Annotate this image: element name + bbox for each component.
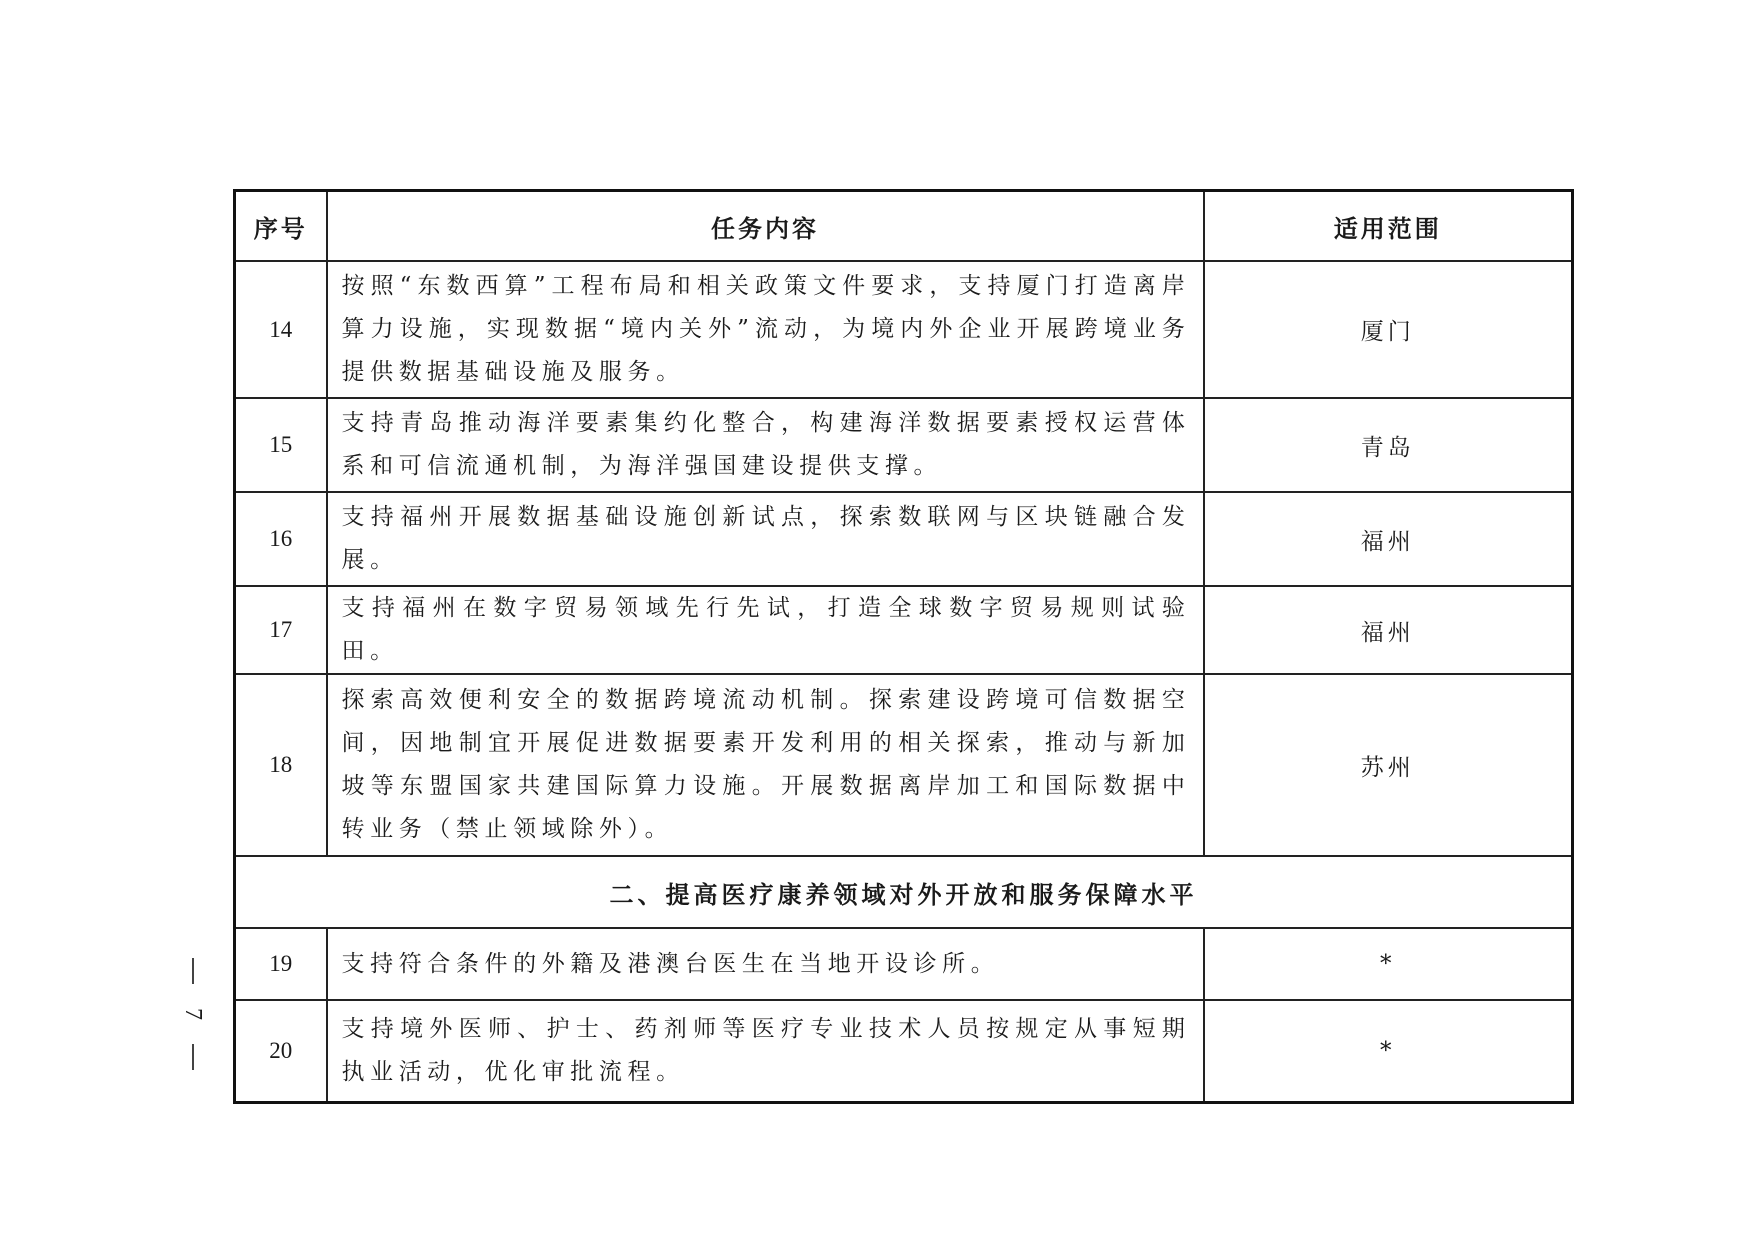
table-row: [235, 928, 1573, 1000]
page-number: 7: [180, 1008, 206, 1020]
table-row: [235, 261, 1573, 398]
row-scope: *: [1204, 928, 1573, 1000]
row-no: 15: [235, 398, 327, 492]
section-row: [235, 856, 1573, 928]
header-content: 任务内容: [327, 191, 1204, 262]
row-scope: *: [1204, 1000, 1573, 1102]
row-scope: 福州: [1204, 586, 1573, 674]
row-scope: 厦门: [1204, 261, 1573, 398]
section-title: 二、提高医疗康养领域对外开放和服务保障水平: [235, 856, 1573, 928]
row-no: 18: [235, 674, 327, 856]
task-table: [233, 189, 1574, 1104]
row-no: 17: [235, 586, 327, 674]
page-dash-top: [192, 958, 194, 984]
row-no: 19: [235, 928, 327, 1000]
row-content: 支持符合条件的外籍及港澳台医生在当地开设诊所。: [327, 928, 1204, 1000]
table-row: [235, 586, 1573, 674]
row-content: 探索高效便利安全的数据跨境流动机制。探索建设跨境可信数据空间，因地制宜开展促进数据要素开发利用的相关探索，推动与新加坡等东盟国家共建国际算力设施。开展数据离岸加工和国际数据中转业务（禁止领域除外）。: [327, 674, 1204, 856]
row-scope: 福州: [1204, 492, 1573, 586]
row-content: 支持福州开展数据基础设施创新试点，探索数联网与区块链融合发展。: [327, 492, 1204, 586]
row-scope: 苏州: [1204, 674, 1573, 856]
table-row: [235, 492, 1573, 586]
row-no: 14: [235, 261, 327, 398]
table-row: [235, 398, 1573, 492]
row-no: 16: [235, 492, 327, 586]
row-scope: 青岛: [1204, 398, 1573, 492]
table-row: [235, 1000, 1573, 1102]
row-content: 按照“东数西算”工程布局和相关政策文件要求，支持厦门打造离岸算力设施，实现数据“境内关外”流动，为境内外企业开展跨境业务提供数据基础设施及服务。: [327, 261, 1204, 398]
header-scope: 适用范围: [1204, 191, 1573, 262]
row-no: 20: [235, 1000, 327, 1102]
row-content: 支持境外医师、护士、药剂师等医疗专业技术人员按规定从事短期执业活动，优化审批流程。: [327, 1000, 1204, 1102]
row-content: 支持青岛推动海洋要素集约化整合，构建海洋数据要素授权运营体系和可信流通机制，为海洋强国建设提供支撑。: [327, 398, 1204, 492]
row-content: 支持福州在数字贸易领域先行先试，打造全球数字贸易规则试验田。: [327, 586, 1204, 674]
table-row: [235, 674, 1573, 856]
page-number-marker: [180, 958, 206, 1070]
header-no: 序号: [235, 191, 327, 262]
table-header-row: [235, 191, 1573, 262]
page-dash-bottom: [192, 1044, 194, 1070]
